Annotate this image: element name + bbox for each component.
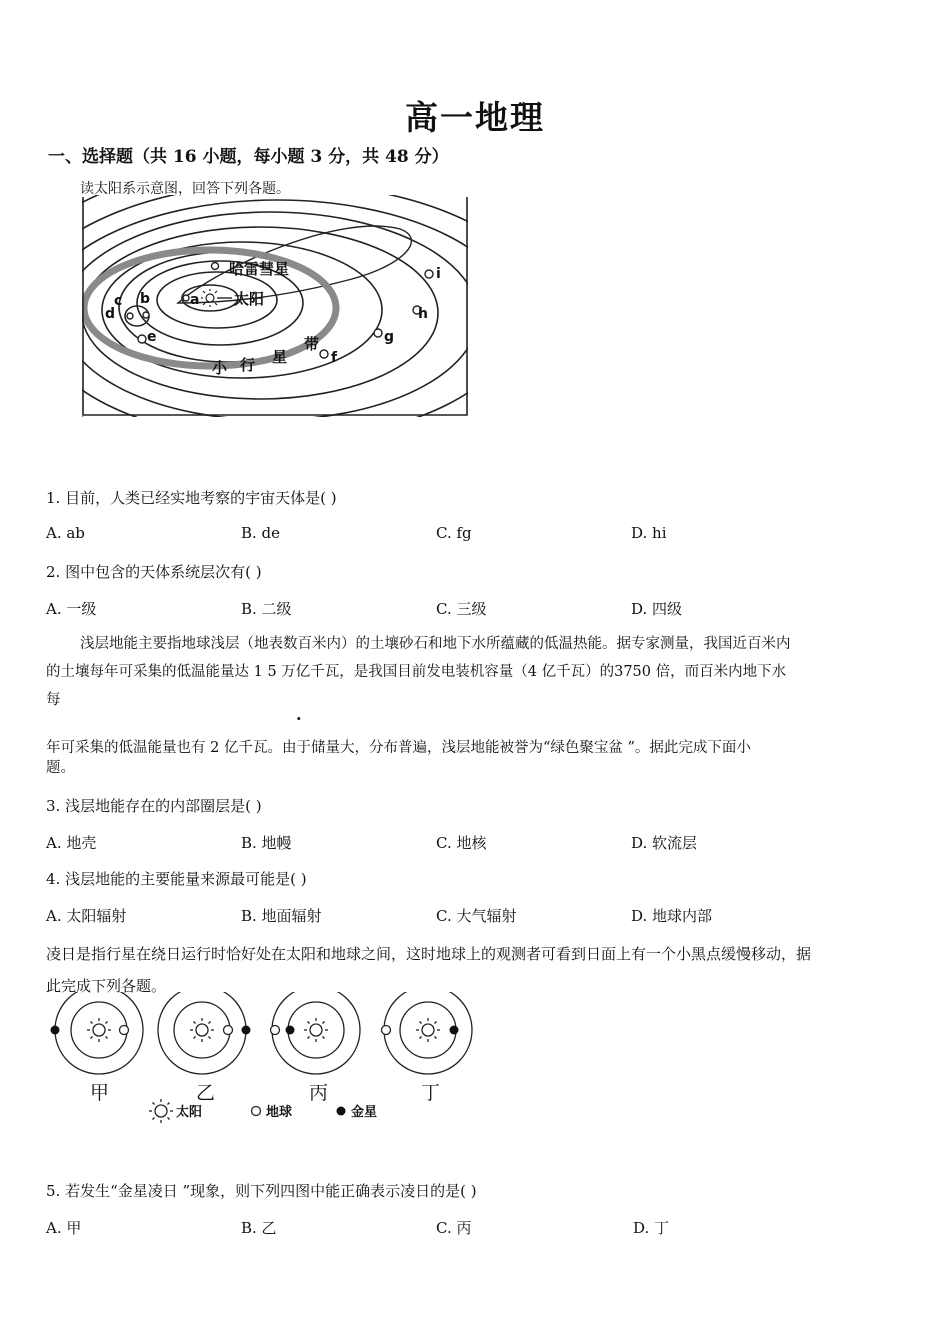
venus-icon: [286, 1026, 295, 1035]
earth-icon: [224, 1026, 233, 1035]
transit-diagram: [44, 988, 484, 1128]
planet-label-i: i: [436, 266, 441, 282]
belt-label-4: 带: [304, 335, 320, 353]
passage-line-5: 题。: [46, 760, 75, 776]
belt-label-3: 星: [272, 348, 288, 366]
planet-label-b: b: [140, 291, 151, 307]
section-heading: 一、选择题（共 16 小题，每小题 3 分，共 48 分）: [48, 147, 449, 167]
panel-yi: [190, 1018, 251, 1042]
planet-label-h: h: [418, 306, 428, 322]
question-1: 1. 目前，人类已经实地考察的宇宙天体是( ): [46, 489, 337, 507]
transit-line-2: 此完成下列各题。: [46, 977, 167, 995]
panel-jia: [51, 1018, 129, 1042]
venus-icon: [51, 1026, 60, 1035]
q1-option-d: D. hi: [631, 524, 667, 542]
question-2: 2. 图中包含的天体系统层次有( ): [46, 563, 262, 581]
planet-label-d: d: [105, 306, 116, 322]
q5-option-a: A. 甲: [46, 1219, 82, 1237]
question-5: 5. 若发生“金星凌日 ”现象，则下列四图中能正确表示凌日的是( ): [46, 1182, 477, 1200]
planet-label-e: e: [147, 329, 157, 345]
earth-icon: [382, 1026, 391, 1035]
q4-option-c: C. 大气辐射: [436, 907, 517, 925]
planet-label-g: g: [384, 329, 395, 345]
sun-icon: [190, 1018, 214, 1042]
sun-icon: [304, 1018, 328, 1042]
q5-option-d: D. 丁: [633, 1219, 670, 1237]
question-3: 3. 浅层地能存在的内部圈层是( ): [46, 797, 262, 815]
belt-label-1: 小: [212, 359, 228, 377]
panel-label-yi: 乙: [196, 1082, 216, 1104]
passage-line-3: 每: [46, 692, 61, 708]
q1-option-b: B. de: [241, 524, 281, 542]
sun-icon: [201, 289, 219, 307]
panel-label-jia: 甲: [90, 1082, 110, 1104]
q3-option-b: B. 地幔: [241, 834, 292, 852]
passage-line-1: 浅层地能主要指地球浅层（地表数百米内）的土壤砂石和地下水所蕴藏的低温热能。据专家测量，我国近百米内: [80, 636, 791, 652]
q3-option-d: D. 软流层: [631, 834, 698, 852]
question-4: 4. 浅层地能的主要能量来源最可能是( ): [46, 870, 307, 888]
legend-sun-icon: [149, 1099, 173, 1123]
q1-option-a: A. ab: [46, 524, 85, 542]
q3-option-a: A. 地壳: [46, 834, 97, 852]
q4-option-b: B. 地面辐射: [241, 907, 322, 925]
planet-label-f: f: [331, 350, 338, 366]
legend-venus-icon: [337, 1107, 346, 1116]
q1-option-c: C. fg: [436, 524, 472, 542]
panel-bing: [271, 1018, 329, 1042]
planet-label-a: a: [190, 292, 200, 308]
legend: [149, 1099, 377, 1123]
panel-label-ding: 丁: [421, 1082, 441, 1104]
passage-line-2: 的土壤每年可采集的低温能量达 1 5 万亿千瓦，是我国目前发电装机容量（4 亿千瓦）的3750 倍，而百米内地下水: [46, 664, 787, 680]
geothermal-passage-cont: [46, 738, 906, 778]
stray-dot: .: [296, 705, 302, 724]
q2-option-a: A. 一级: [46, 600, 97, 618]
sun-icon: [87, 1018, 111, 1042]
panel-ding: [382, 1018, 459, 1042]
venus-icon: [242, 1026, 251, 1035]
sun-label: 太阳: [234, 290, 265, 308]
q2-option-c: C. 三级: [436, 600, 487, 618]
q5-option-c: C. 丙: [436, 1219, 472, 1237]
geothermal-passage: [46, 630, 906, 714]
legend-sun-label: 太阳: [176, 1105, 203, 1120]
comet-label: 哈雷彗星: [229, 260, 290, 278]
q2-option-d: D. 四级: [631, 600, 683, 618]
sun-icon: [416, 1018, 440, 1042]
q3-option-c: C. 地核: [436, 834, 487, 852]
passage-line-4: 年可采集的低温能量也有 2 亿千瓦。由于储量大，分布普遍，浅层地能被誉为“绿色聚宝盆 ”。据此完成下面小: [46, 740, 751, 756]
q4-option-a: A. 太阳辐射: [46, 907, 127, 925]
q4-option-d: D. 地球内部: [631, 907, 713, 925]
page-title: 高一地理: [405, 98, 545, 137]
intro-solar-system: 读太阳系示意图，回答下列各题。: [80, 181, 290, 197]
belt-label-2: 行: [240, 356, 256, 374]
venus-icon: [450, 1026, 459, 1035]
legend-earth-label: 地球: [266, 1105, 293, 1120]
legend-earth-icon: [252, 1107, 261, 1116]
legend-venus-label: 金星: [351, 1105, 378, 1120]
planet-label-c: c: [114, 293, 123, 309]
transit-line-1: 凌日是指行星在绕日运行时恰好处在太阳和地球之间，这时地球上的观测者可看到日面上有一个小黑点缓慢移动，据: [46, 945, 812, 963]
earth-icon: [120, 1026, 129, 1035]
panel-label-bing: 丙: [309, 1082, 329, 1104]
solar-system-diagram: [82, 195, 472, 420]
q2-option-b: B. 二级: [241, 600, 292, 618]
earth-icon: [271, 1026, 280, 1035]
q5-option-b: B. 乙: [241, 1219, 277, 1237]
